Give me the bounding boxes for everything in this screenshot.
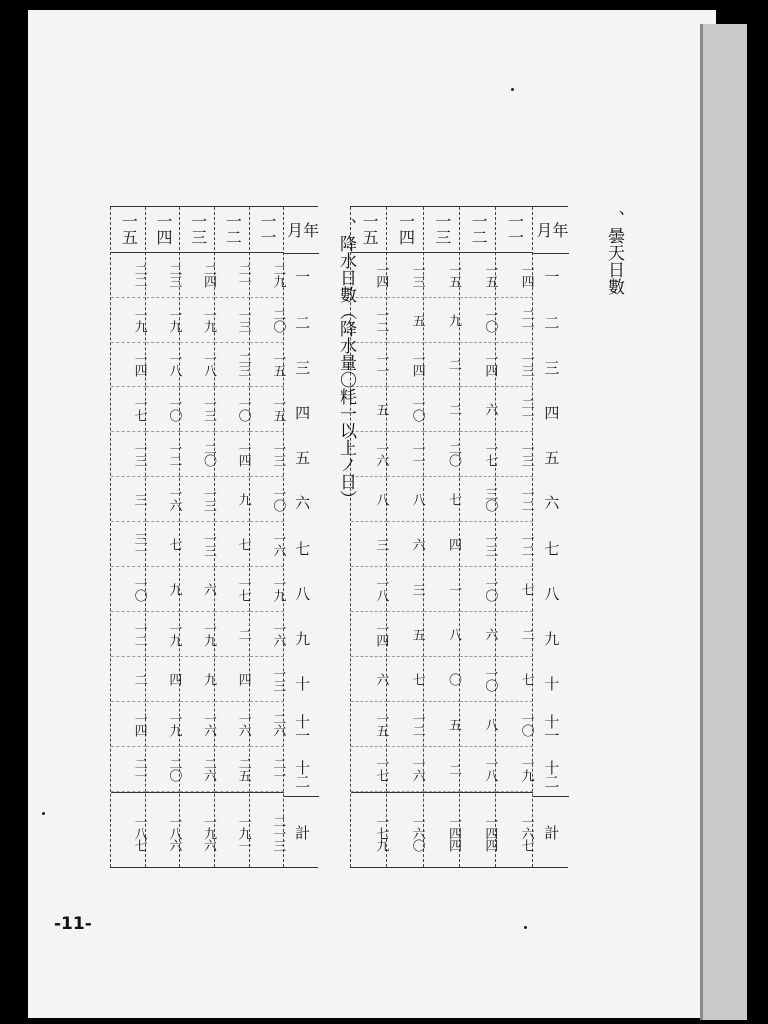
- table1-value-cell: 一七: [351, 747, 387, 792]
- table2-value-cell: 一八: [146, 343, 181, 388]
- table1-total-cell: 一四四: [460, 792, 496, 867]
- table1-month-label: 十一: [542, 714, 561, 743]
- table2-month-label: 九: [293, 630, 312, 645]
- table2-year-label: 一五: [111, 207, 146, 253]
- table1-value-cell: 一七: [460, 432, 496, 477]
- table1-year-label: 一三: [424, 207, 460, 253]
- table1-month-label: 九: [542, 630, 561, 645]
- table1-value-cell: 八: [460, 702, 496, 747]
- table1-value-cell: 一三: [496, 343, 532, 388]
- table2-value-cell: 二三: [215, 343, 250, 388]
- table2-value-cell: 一五: [250, 343, 285, 388]
- table2-value-cell: 一六: [180, 702, 215, 747]
- table2-year-column: [214, 207, 250, 867]
- table2-value-cell: 一六: [146, 477, 181, 522]
- table1-year-label: 一五: [351, 207, 387, 253]
- table1-value-cell: 一二: [496, 522, 532, 567]
- table1-value-cell: 一二: [387, 702, 423, 747]
- table2-corner-month: 月: [284, 221, 304, 238]
- table2-value-cell: 一九: [250, 567, 285, 612]
- table2-value-cell: 二: [111, 657, 146, 702]
- precipitation-days-table: [110, 206, 318, 868]
- table1-value-cell: 六: [460, 387, 496, 432]
- table2-total-cell: 一八六: [146, 792, 181, 867]
- table1-value-cell: 四: [424, 522, 460, 567]
- table2-month-label: 三: [293, 359, 312, 374]
- table2-value-cell: 一二: [111, 612, 146, 657]
- table2-value-cell: 七: [215, 522, 250, 567]
- table1-value-cell: 三〇: [460, 477, 496, 522]
- table1-month-column: [532, 207, 569, 867]
- table1-corner-header: [533, 207, 569, 254]
- table1-value-cell: 七: [496, 567, 532, 612]
- table2-value-cell: 一九: [146, 298, 181, 343]
- table1-value-cell: 一五: [424, 253, 460, 298]
- table1-value-cell: 一五: [460, 253, 496, 298]
- table1-value-cell: 六: [460, 612, 496, 657]
- table1-corner-month: 月: [533, 221, 553, 238]
- table1-value-cell: 一三: [387, 253, 423, 298]
- table2-value-cell: 三: [111, 477, 146, 522]
- page-edge: [700, 24, 747, 1020]
- table2-value-cell: 一七: [111, 387, 146, 432]
- table1-value-cell: 一三: [460, 522, 496, 567]
- table1-value-cell: 八: [387, 477, 423, 522]
- table1-value-cell: 一六: [351, 432, 387, 477]
- table1-total-label: 計: [533, 796, 569, 867]
- table2-month-label: 十: [293, 676, 312, 691]
- table2-value-cell: 一九: [111, 298, 146, 343]
- table1-month-label: 一: [542, 269, 561, 284]
- table2-month-label: 二: [293, 314, 312, 329]
- table2-value-cell: 九: [146, 567, 181, 612]
- table1-value-cell: 八: [424, 612, 460, 657]
- table1-value-cell: 一四: [496, 253, 532, 298]
- speck: [42, 812, 45, 815]
- table1-total-cell: 一七九: [351, 792, 387, 867]
- table1-month-label: 三: [542, 359, 561, 374]
- table1-value-cell: 七: [424, 477, 460, 522]
- table1-value-cell: 一八: [351, 567, 387, 612]
- table2-corner-header: [284, 207, 319, 254]
- table2-value-cell: 七: [146, 522, 181, 567]
- table2-value-cell: 一三: [215, 298, 250, 343]
- table1-value-cell: 一三: [496, 432, 532, 477]
- table1-year-label: 一二: [460, 207, 496, 253]
- table1-total-cell: 一四四: [424, 792, 460, 867]
- table2-month-label: 十二: [293, 759, 312, 788]
- table1-value-cell: 五: [387, 612, 423, 657]
- table2-value-cell: 二六: [250, 702, 285, 747]
- table2-value-cell: 一八: [180, 343, 215, 388]
- table1-value-cell: 一一: [387, 432, 423, 477]
- table2-value-cell: 一七: [215, 567, 250, 612]
- table2-year-label: 一三: [180, 207, 215, 253]
- table2-value-cell: 一三: [250, 432, 285, 477]
- table1-value-cell: 七: [496, 657, 532, 702]
- table2-value-cell: 一三: [180, 522, 215, 567]
- table1-month-label: 二: [542, 314, 561, 329]
- table1-value-cell: 一八: [460, 747, 496, 792]
- table1-value-cell: 八: [351, 477, 387, 522]
- table2-value-cell: 一四: [111, 702, 146, 747]
- table1-total-cell: 一六七: [496, 792, 532, 867]
- table1-value-cell: 七: [387, 657, 423, 702]
- page-number: -11-: [54, 914, 92, 934]
- table1-value-cell: 一一: [351, 343, 387, 388]
- table1-value-cell: 〇: [424, 657, 460, 702]
- table1-value-cell: 一六: [387, 747, 423, 792]
- table2-month-label: 七: [293, 540, 312, 555]
- table1-month-label: 六: [542, 495, 561, 510]
- table1-value-cell: 二: [424, 343, 460, 388]
- table2-value-cell: 一三: [180, 477, 215, 522]
- table2-value-cell: 一三: [111, 432, 146, 477]
- table2-value-cell: 一〇: [250, 477, 285, 522]
- table2-value-cell: 二九: [250, 253, 285, 298]
- table2-value-cell: 一〇: [215, 387, 250, 432]
- table2-total-label: 計: [284, 796, 319, 867]
- speck: [524, 926, 527, 929]
- table1-value-cell: 二一: [496, 387, 532, 432]
- table2-total-cell: 一九一: [215, 792, 250, 867]
- table2-value-cell: 六: [180, 567, 215, 612]
- table1-month-label: 七: [542, 540, 561, 555]
- table1-month-label: 五: [542, 450, 561, 465]
- table2-value-cell: 一五: [250, 387, 285, 432]
- table2-value-cell: 三一: [111, 522, 146, 567]
- table1-value-cell: 六: [387, 522, 423, 567]
- table1-value-cell: 三: [351, 522, 387, 567]
- table1-value-cell: 一〇: [460, 657, 496, 702]
- table1-value-cell: 二: [424, 747, 460, 792]
- table1-year-column: [495, 207, 532, 867]
- table2-value-cell: 一〇: [146, 387, 181, 432]
- table2-value-cell: 二四: [180, 253, 215, 298]
- table1-value-cell: 五: [387, 298, 423, 343]
- table2-month-label: 八: [293, 585, 312, 600]
- table2-month-label: 一: [293, 269, 312, 284]
- table2-value-cell: 二三: [146, 253, 181, 298]
- table1-corner-year: 年: [549, 221, 569, 238]
- table1-title: 、曇天日數: [604, 210, 624, 295]
- table2-value-cell: 四: [146, 657, 181, 702]
- table1-month-label: 十: [542, 676, 561, 691]
- table2-value-cell: 一四: [215, 432, 250, 477]
- table1-month-label: 十二: [542, 759, 561, 788]
- table2-title: 、降水日數（降水量〇粍一以上ノ日）: [336, 218, 356, 507]
- table2-corner-year: 年: [300, 221, 320, 238]
- table2-value-cell: 二〇: [250, 298, 285, 343]
- table1-value-cell: 一四: [351, 612, 387, 657]
- table2-value-cell: 九: [180, 657, 215, 702]
- table2-year-column: [110, 207, 146, 867]
- table2-value-cell: 一三: [180, 387, 215, 432]
- table1-year-column: [423, 207, 460, 867]
- document-page: [28, 10, 716, 1018]
- table2-value-cell: 一九: [180, 298, 215, 343]
- table2-value-cell: 二一: [250, 747, 285, 792]
- table2-month-label: 十一: [293, 714, 312, 743]
- table1-year-label: 一四: [387, 207, 423, 253]
- table2-year-label: 一四: [146, 207, 181, 253]
- table2-value-cell: 一二: [146, 432, 181, 477]
- table1-value-cell: 一九: [496, 747, 532, 792]
- table2-total-cell: 一九六: [180, 792, 215, 867]
- table2-value-cell: 四: [215, 657, 250, 702]
- table2-value-cell: 一三: [250, 657, 285, 702]
- table2-value-cell: 二二: [111, 253, 146, 298]
- table2-value-cell: 一六: [250, 612, 285, 657]
- table1-value-cell: 二一: [496, 298, 532, 343]
- table1-value-cell: 五: [351, 387, 387, 432]
- speck: [511, 88, 514, 91]
- table1-year-column: [459, 207, 496, 867]
- table2-value-cell: 二一: [111, 747, 146, 792]
- table1-value-cell: 一四: [460, 343, 496, 388]
- table2-year-column: [145, 207, 181, 867]
- table1-value-cell: 一二: [496, 477, 532, 522]
- table2-value-cell: 一九: [180, 612, 215, 657]
- table1-value-cell: 三: [387, 567, 423, 612]
- table2-month-column: [283, 207, 319, 867]
- table2-value-cell: 二〇: [146, 747, 181, 792]
- table1-value-cell: 二: [496, 612, 532, 657]
- table2-value-cell: 一九: [146, 702, 181, 747]
- table1-value-cell: 九: [424, 298, 460, 343]
- table2-year-column: [249, 207, 285, 867]
- table1-month-label: 四: [542, 405, 561, 420]
- table1-value-cell: 六: [351, 657, 387, 702]
- table1-year-column: [386, 207, 423, 867]
- table1-value-cell: 一〇: [460, 567, 496, 612]
- table2-year-column: [179, 207, 215, 867]
- table2-total-cell: 一八七: [111, 792, 146, 867]
- table2-year-label: 一一: [250, 207, 285, 253]
- table1-value-cell: 一四: [351, 253, 387, 298]
- table2-month-label: 四: [293, 405, 312, 420]
- table1-year-label: 一一: [496, 207, 532, 253]
- table1-value-cell: 一〇: [460, 298, 496, 343]
- table2-month-label: 六: [293, 495, 312, 510]
- table1-value-cell: 一〇: [496, 702, 532, 747]
- table2-value-cell: 二: [215, 612, 250, 657]
- table1-month-label: 八: [542, 585, 561, 600]
- table2-value-cell: 一〇: [111, 567, 146, 612]
- table1-value-cell: 二: [424, 387, 460, 432]
- table1-total-cell: 一六〇: [387, 792, 423, 867]
- table1-value-cell: 五: [424, 702, 460, 747]
- table2-total-cell: 二一三: [250, 792, 285, 867]
- table1-value-cell: 一: [424, 567, 460, 612]
- table2-value-cell: 一九: [146, 612, 181, 657]
- table1-value-cell: 一五: [351, 702, 387, 747]
- table2-value-cell: 二六: [180, 747, 215, 792]
- table2-value-cell: 二一: [215, 253, 250, 298]
- table1-value-cell: 一四: [387, 343, 423, 388]
- table1-value-cell: 一〇: [387, 387, 423, 432]
- table1-value-cell: 一二: [351, 298, 387, 343]
- table2-value-cell: 九: [215, 477, 250, 522]
- table2-value-cell: 二五: [215, 747, 250, 792]
- table1-value-cell: 二〇: [424, 432, 460, 477]
- table2-year-label: 一二: [215, 207, 250, 253]
- cloudy-days-table: [350, 206, 568, 868]
- table2-value-cell: 一六: [250, 522, 285, 567]
- table2-value-cell: 二〇: [180, 432, 215, 477]
- table2-value-cell: 一四: [111, 343, 146, 388]
- table2-value-cell: 一六: [215, 702, 250, 747]
- table2-month-label: 五: [293, 450, 312, 465]
